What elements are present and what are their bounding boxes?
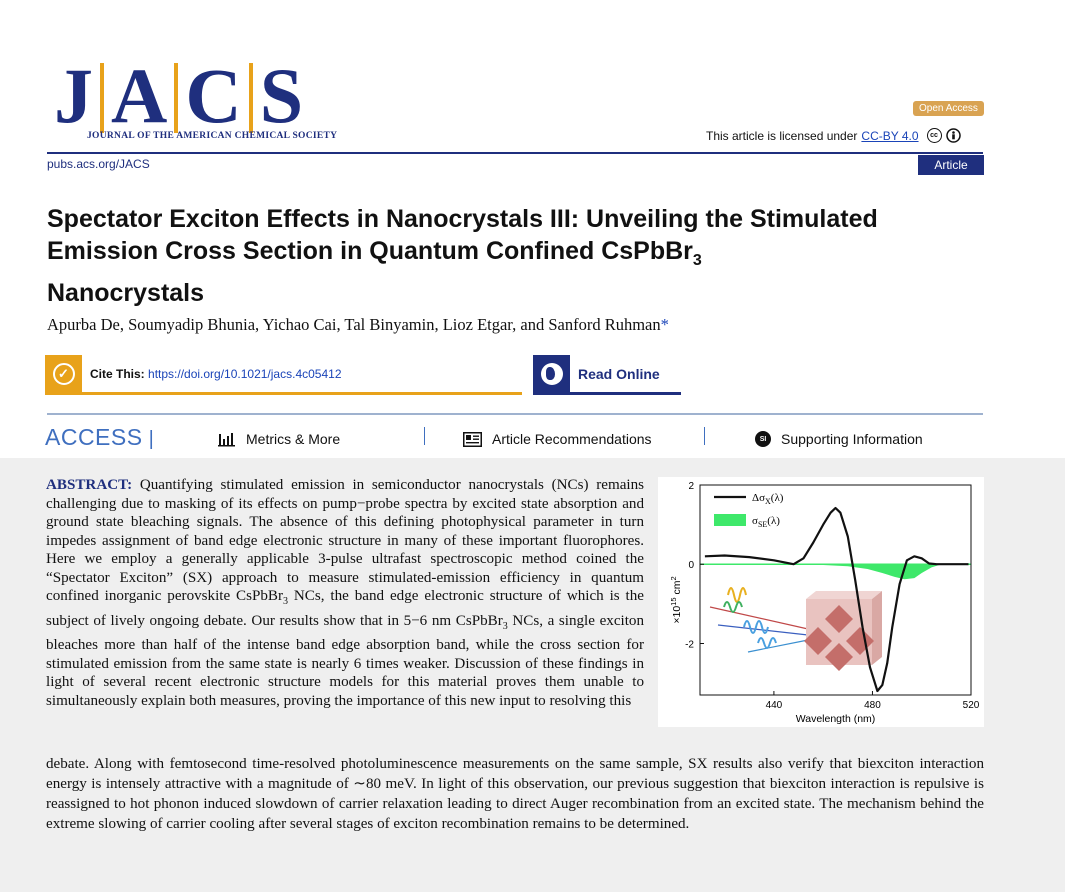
read-online-label: Read Online [578, 366, 660, 382]
access-bar-rule [47, 413, 983, 415]
perovskite-crystal-illustration [804, 591, 882, 671]
cc-icon: cc [927, 128, 942, 143]
abstract-text-lower: debate. Along with femtosecond time-resolved photoluminescence measurements on the same sample, SX results also verify that biexciton interaction energy is intensely attractive with a magnitude of ∼80 meV. In light of this observation, our previous suggestion that biexciton interaction is repulsive is reassigned to hot phonon induced slowdown of carrier relaxation leading to direct Auger recombination from an excited state. The mechanism behind the extreme slowing of carrier cooling after several stages of exciton recombination remains to be determined. [46, 756, 984, 832]
read-online-underline [533, 392, 681, 395]
attribution-icon [946, 128, 961, 143]
author-list [47, 315, 669, 335]
globe-icon [533, 355, 570, 392]
legend-label: $\sigma_{SE}(\lambda)$ [752, 515, 780, 529]
bar-chart-icon [218, 432, 236, 447]
license-link[interactable]: CC-BY 4.0 [861, 128, 919, 143]
y-tick-label: -2 [685, 639, 694, 651]
cite-check-icon: ✓ [45, 355, 82, 392]
logo-letter-j: J [54, 52, 93, 139]
cite-underline [45, 392, 522, 395]
y-tick-label: 2 [688, 481, 694, 492]
tab-separator [424, 427, 425, 445]
article-title [47, 203, 987, 309]
abstract-text-upper [46, 476, 644, 710]
abstract-subscript-2: 3 [502, 620, 508, 632]
cite-text [90, 367, 342, 381]
si-icon: SI [755, 431, 771, 447]
corresponding-author-mark[interactable]: * [660, 315, 669, 334]
tab-separator [704, 427, 705, 445]
x-tick-label: 480 [864, 700, 881, 711]
title-subscript: 3 [692, 252, 702, 269]
spectrum-chart [658, 477, 984, 727]
journal-logo[interactable] [47, 52, 347, 147]
authors-text[interactable]: Apurba De, Soumyadip Bhunia, Yichao Cai, Tal Binyamin, Lioz Etgar, and Sanford Ruhman [47, 315, 661, 334]
laser-pulses-illustration [710, 588, 808, 652]
recommendations-label: Article Recommendations [492, 431, 652, 447]
supporting-label: Supporting Information [781, 431, 923, 447]
license-line [706, 128, 961, 143]
access-text: ACCESS [45, 424, 143, 450]
logo-letter-s: S [259, 52, 304, 139]
header-rule [47, 152, 983, 154]
legend-swatch-fill [714, 514, 746, 526]
abstract-part-3: NCs, a single exciton bleaches more than half of the intense band edge absorption band, while the cross section for stimulated emission from the same state is nearly 6 times weaker. Discussion of these findings in light of several recent electronic structure models for this material proves them unable to simultaneously explain both measures, proving the importance of this new input to resolving this [46, 612, 644, 709]
x-tick-label: 440 [765, 700, 783, 711]
cite-label: Cite This: [90, 367, 145, 381]
license-text: This article is licensed under [706, 128, 858, 143]
article-type-badge: Article [918, 155, 984, 175]
journal-site-link[interactable]: pubs.acs.org/JACS [47, 157, 150, 171]
legend-label: $\Delta\sigma_X(\lambda)$ [752, 492, 784, 506]
metrics-label: Metrics & More [246, 431, 341, 447]
recommendations-icon [463, 432, 482, 447]
y-axis-label: $\times 10^{15}$ $cm^2$ [669, 576, 683, 624]
abstract-subscript-1: 3 [283, 596, 289, 608]
open-access-badge: Open Access [913, 101, 984, 116]
x-tick-label: 520 [962, 700, 980, 711]
title-end: Nanocrystals [47, 279, 205, 307]
logo-letter-a: A [111, 52, 168, 139]
article-recommendations-tab[interactable] [463, 431, 652, 447]
title-main: Spectator Exciton Effects in Nanocrystals III: Unveiling the Stimulated Emission Cross Section in Quantum Confined CsPbBr [47, 205, 878, 265]
abstract-part-2: NCs, the band edge electronic structure of which is the subject of lively ongoing debate. Our results show that in 5−6 nm CsPbBr [46, 588, 644, 629]
series-sigma-se-area [799, 564, 942, 579]
access-label: ACCESS | [45, 424, 155, 450]
abstract-heading: ABSTRACT: [46, 477, 133, 493]
doi-link[interactable]: https://doi.org/10.1021/jacs.4c05412 [148, 367, 342, 381]
y-tick-label: 0 [688, 560, 694, 572]
abstract-part-1: Quantifying stimulated emission in semiconductor nanocrystals (NCs) remains challenging due to masking of its effects on pump−probe spectra by excited state absorption and ground state bleaching signals. The absence of this defining photophysical parameter in turn impedes assignment of band edge electronic structure in many of these important fluorophores. Here we employ a generally applicable 3-pulse ultrafast spectroscopic method coined the “Spectator Exciton” (SX) approach to measure stimulated-emission efficiency in quantum confined inorganic perovskite CsPbBr [46, 477, 645, 604]
journal-full-name: JOURNAL OF THE AMERICAN CHEMICAL SOCIETY [87, 131, 338, 141]
cite-this-button[interactable] [45, 355, 522, 395]
toc-graphic [658, 477, 984, 727]
x-axis-label: Wavelength (nm) [795, 713, 876, 725]
logo-letter-c: C [185, 52, 242, 139]
supporting-information-tab[interactable] [755, 431, 923, 447]
read-online-button[interactable] [533, 355, 681, 395]
metrics-more-tab[interactable] [218, 431, 340, 447]
